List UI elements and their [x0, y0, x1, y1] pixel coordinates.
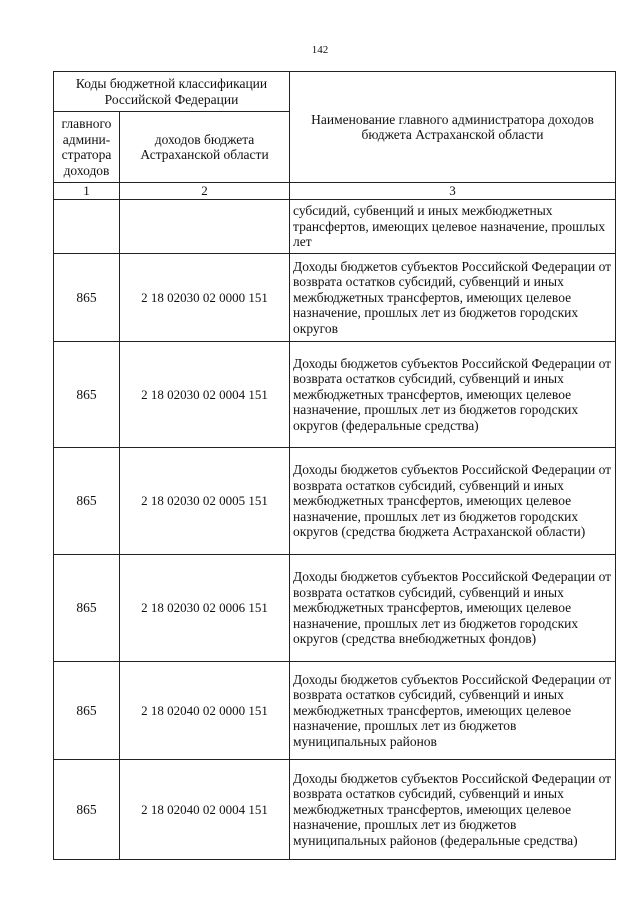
name-cell: Доходы бюджетов субъектов Российской Федерации от возврата остатков субсидий, субвенций и иных межбюджетных трансфертов, имеющих целевое назначение, прошлых лет из бюджетов городских округов	[290, 254, 616, 342]
table-row	[54, 254, 616, 342]
income-code-cell: 2 18 02030 02 0004 151	[120, 342, 290, 448]
admin-code-cell: 865	[54, 342, 120, 448]
table-row	[54, 760, 616, 860]
header-col1-title: главного админи-стратора доходов	[54, 112, 120, 183]
header-group-title: Коды бюджетной классификации Российской Федерации	[54, 72, 290, 112]
name-cell: Доходы бюджетов субъектов Российской Федерации от возврата остатков субсидий, субвенций и иных межбюджетных трансфертов, имеющих целевое назначение, прошлых лет из бюджетов городских округов (средства бюджета Астраханской области)	[290, 448, 616, 555]
table-row	[54, 555, 616, 662]
name-cell: субсидий, субвенций и иных межбюджетных трансфертов, имеющих целевое назначение, прошлых лет	[290, 200, 616, 254]
admin-code-cell: 865	[54, 555, 120, 662]
income-code-cell: 2 18 02030 02 0005 151	[120, 448, 290, 555]
income-code-cell: 2 18 02040 02 0004 151	[120, 760, 290, 860]
name-cell: Доходы бюджетов субъектов Российской Федерации от возврата остатков субсидий, субвенций и иных межбюджетных трансфертов, имеющих целевое назначение, прошлых лет из бюджетов городских округов (федеральные средства)	[290, 342, 616, 448]
admin-code-cell: 865	[54, 448, 120, 555]
name-cell: Доходы бюджетов субъектов Российской Федерации от возврата остатков субсидий, субвенций и иных межбюджетных трансфертов, имеющих целевое назначение, прошлых лет из бюджетов городских округов (средства внебюджетных фондов)	[290, 555, 616, 662]
header-col3-title: Наименование главного администратора доходов бюджета Астраханской области	[290, 72, 616, 183]
income-code-cell	[120, 200, 290, 254]
column-number-2: 2	[120, 183, 290, 200]
admin-code-cell: 865	[54, 254, 120, 342]
income-code-cell: 2 18 02030 02 0006 151	[120, 555, 290, 662]
header-row-group	[54, 72, 616, 112]
header-row-numbers	[54, 183, 616, 200]
table-row	[54, 200, 616, 254]
income-code-cell: 2 18 02030 02 0000 151	[120, 254, 290, 342]
column-number-3: 3	[290, 183, 616, 200]
admin-code-cell	[54, 200, 120, 254]
name-cell: Доходы бюджетов субъектов Российской Федерации от возврата остатков субсидий, субвенций и иных межбюджетных трансфертов, имеющих целевое назначение, прошлых лет из бюджетов муниципальных районов	[290, 662, 616, 760]
header-col2-title: доходов бюджета Астраханской области	[120, 112, 290, 183]
admin-code-cell: 865	[54, 662, 120, 760]
admin-code-cell: 865	[54, 760, 120, 860]
table-row	[54, 448, 616, 555]
budget-classification-table	[53, 71, 616, 860]
income-code-cell: 2 18 02040 02 0000 151	[120, 662, 290, 760]
table-row	[54, 662, 616, 760]
name-cell: Доходы бюджетов субъектов Российской Федерации от возврата остатков субсидий, субвенций и иных межбюджетных трансфертов, имеющих целевое назначение, прошлых лет из бюджетов муниципальных районов (федеральные средства)	[290, 760, 616, 860]
column-number-1: 1	[54, 183, 120, 200]
page-number: 142	[311, 44, 329, 56]
table-row	[54, 342, 616, 448]
